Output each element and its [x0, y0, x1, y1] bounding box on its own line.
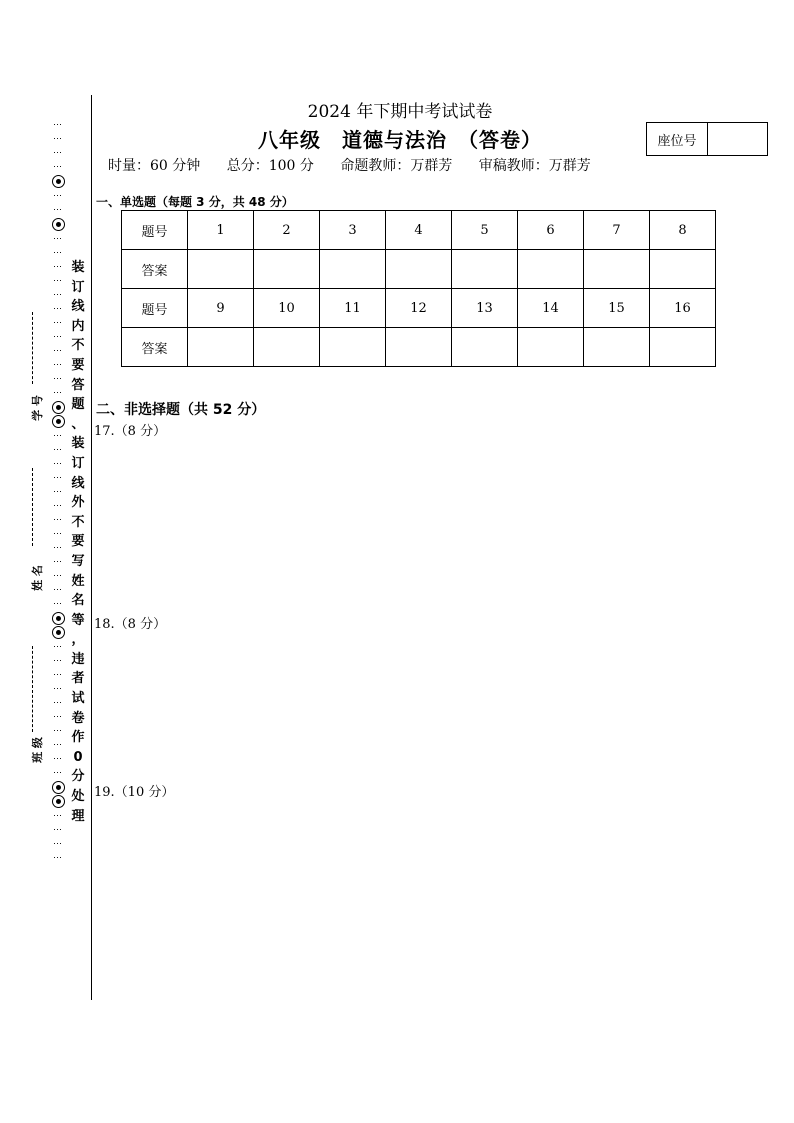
name-field[interactable] — [18, 468, 58, 598]
answer-cell[interactable] — [386, 328, 452, 367]
seat-number-input[interactable] — [708, 123, 767, 155]
exam-time: 时量：60 分钟 — [108, 158, 201, 174]
binding-warning-char: 订 — [71, 279, 85, 295]
question-number-cell: 6 — [518, 211, 584, 250]
binding-warning-char: 理 — [71, 808, 85, 824]
question-number-row — [122, 211, 716, 250]
question-17-label: 17.（8 分） — [94, 424, 167, 439]
binding-dots: ⋯ — [53, 191, 63, 201]
binding-dots: ⋯ — [53, 262, 63, 272]
name-line — [32, 468, 33, 546]
binding-warning-char: 内 — [71, 318, 85, 334]
binding-warning-char: 违 — [71, 651, 85, 667]
binding-warning-char: 外 — [71, 495, 85, 511]
binding-warning-char: 卷 — [71, 710, 85, 726]
class-label: 班 级 — [30, 737, 44, 763]
binding-warning-char: 处 — [71, 789, 85, 805]
question-number-cell: 9 — [188, 289, 254, 328]
student-no-line — [32, 312, 33, 384]
binding-dots: ⋯ — [53, 134, 63, 144]
binding-warning-char: 名 — [71, 593, 85, 609]
answer-cell[interactable] — [650, 250, 716, 289]
exam-info — [108, 155, 668, 175]
binding-warning-char: 0 — [73, 749, 83, 765]
binding-dots: ⋯ — [53, 388, 63, 398]
question-number-cell: 3 — [320, 211, 386, 250]
binding-dots: ⋯ — [53, 642, 63, 652]
binding-line — [91, 95, 92, 1000]
binding-warning-char: 者 — [71, 671, 85, 687]
binding-dots: ⋯ — [53, 585, 63, 595]
question-number-cell: 2 — [254, 211, 320, 250]
answer-cell[interactable] — [320, 250, 386, 289]
answer-label: 答案 — [122, 328, 188, 367]
binding-dots: ⋯ — [53, 684, 63, 694]
answer-cell[interactable] — [320, 328, 386, 367]
binding-dots: ⋯ — [53, 304, 63, 314]
answer-row — [122, 328, 716, 367]
question-number-label: 题号 — [122, 211, 188, 250]
binding-dots: ⋯ — [53, 599, 63, 609]
binding-dots: ⋯ — [53, 740, 63, 750]
binding-dots: ⋯ — [53, 501, 63, 511]
binding-dots: ⋯ — [53, 459, 63, 469]
binding-warning-char: 订 — [71, 455, 85, 471]
binding-warning-char: 不 — [71, 514, 85, 530]
question-number-cell: 4 — [386, 211, 452, 250]
answer-cell[interactable] — [254, 328, 320, 367]
binding-dots: ⋯ — [53, 712, 63, 722]
binding-dots: ⋯ — [53, 811, 63, 821]
binding-warning-char: 要 — [71, 534, 85, 550]
binding-warning-char: 装 — [71, 260, 85, 275]
binding-warning-char: 分 — [71, 769, 85, 785]
binding-dots: ⋯ — [53, 515, 63, 525]
section1-heading: 一、单选题（每题 3 分，共 48 分） — [96, 195, 294, 209]
question-number-cell: 10 — [254, 289, 320, 328]
question-18-label: 18.（8 分） — [94, 617, 167, 632]
question-number-label: 题号 — [122, 289, 188, 328]
binding-dots: ⋯ — [53, 768, 63, 778]
answer-cell[interactable] — [518, 250, 584, 289]
exam-author: 命题教师：万群芳 — [340, 158, 453, 174]
answer-cell[interactable] — [584, 250, 650, 289]
binding-dots: ⋯ — [53, 473, 63, 483]
binding-dots: ⋯ — [53, 162, 63, 172]
question-number-cell: 11 — [320, 289, 386, 328]
binding-dots: ⋯ — [53, 318, 63, 328]
binding-dots: ⋯ — [53, 754, 63, 764]
binding-warning-char: 装 — [71, 436, 85, 452]
answer-cell[interactable] — [452, 250, 518, 289]
binding-circle-mark — [52, 612, 65, 625]
binding-dots: ⋯ — [53, 543, 63, 553]
binding-dots: ⋯ — [53, 670, 63, 680]
binding-warning-char: 要 — [71, 357, 85, 373]
answer-cell[interactable] — [254, 250, 320, 289]
binding-dots: ⋯ — [53, 839, 63, 849]
binding-dots: ⋯ — [53, 248, 63, 258]
binding-circle-mark — [52, 795, 65, 808]
binding-warning-char: 等 — [71, 612, 85, 628]
answer-cell[interactable] — [188, 250, 254, 289]
question-number-cell: 15 — [584, 289, 650, 328]
seat-number-label: 座位号 — [647, 123, 708, 155]
binding-circle-mark — [52, 218, 65, 231]
binding-dots: ⋯ — [53, 148, 63, 158]
binding-dots: ⋯ — [53, 656, 63, 666]
binding-dots: ⋯ — [53, 290, 63, 300]
question-19-label: 19.（10 分） — [94, 785, 175, 800]
answer-cell[interactable] — [584, 328, 650, 367]
binding-dots: ⋯ — [53, 120, 63, 130]
question-number-cell: 7 — [584, 211, 650, 250]
binding-dots: ⋯ — [53, 205, 63, 215]
binding-warning-char: 答 — [71, 377, 85, 393]
question-number-cell: 12 — [386, 289, 452, 328]
binding-warning-char: 试 — [71, 691, 85, 707]
binding-circle-mark — [52, 175, 65, 188]
binding-dots: ⋯ — [53, 853, 63, 863]
binding-dots: ⋯ — [53, 431, 63, 441]
binding-warning-char: 线 — [71, 475, 85, 491]
binding-dots: ⋯ — [53, 346, 63, 356]
question-number-cell: 5 — [452, 211, 518, 250]
binding-dots: ⋯ — [53, 360, 63, 370]
question-number-cell: 1 — [188, 211, 254, 250]
binding-dots: ⋯ — [53, 445, 63, 455]
binding-warning-char: ， — [71, 632, 85, 648]
binding-dots: ⋯ — [53, 332, 63, 342]
exam-total-score: 总分：100 分 — [226, 158, 314, 174]
student-no-field[interactable] — [18, 312, 58, 422]
binding-dots: ⋯ — [53, 825, 63, 835]
question-number-cell: 16 — [650, 289, 716, 328]
question-number-cell: 8 — [650, 211, 716, 250]
answer-cell[interactable] — [452, 328, 518, 367]
binding-warning-char: 题 — [71, 397, 85, 413]
class-line — [32, 646, 33, 732]
answer-label: 答案 — [122, 250, 188, 289]
answer-cell[interactable] — [386, 250, 452, 289]
answer-row — [122, 250, 716, 289]
binding-dots: ⋯ — [53, 726, 63, 736]
question-number-row — [122, 289, 716, 328]
student-no-label: 学 号 — [30, 395, 44, 421]
answer-cell[interactable] — [188, 328, 254, 367]
binding-warning-char: 作 — [71, 730, 85, 746]
binding-warning-char: 不 — [71, 338, 85, 354]
question-number-cell: 13 — [452, 289, 518, 328]
binding-warning-char: 、 — [71, 416, 85, 432]
exam-year-line: 2024 年下期中考试试卷 — [307, 102, 493, 122]
binding-dots: ⋯ — [53, 374, 63, 384]
answer-table — [121, 210, 716, 367]
binding-circle-mark — [52, 781, 65, 794]
question-number-cell: 14 — [518, 289, 584, 328]
answer-cell[interactable] — [650, 328, 716, 367]
binding-warning — [70, 258, 86, 826]
exam-title: 八年级 道德与法治 （答卷） — [258, 128, 542, 152]
section2-heading: 二、非选择题（共 52 分） — [96, 402, 266, 418]
binding-circle-mark — [52, 626, 65, 639]
binding-warning-char: 线 — [71, 299, 85, 315]
exam-reviewer: 审稿教师：万群芳 — [478, 158, 591, 174]
seat-number-box — [646, 122, 768, 156]
binding-dots: ⋯ — [53, 276, 63, 286]
binding-warning-char: 姓 — [71, 573, 85, 589]
binding-dots: ⋯ — [53, 698, 63, 708]
class-field[interactable] — [18, 646, 58, 776]
binding-dots: ⋯ — [53, 487, 63, 497]
name-label: 姓 名 — [30, 565, 44, 591]
answer-cell[interactable] — [518, 328, 584, 367]
binding-warning-char: 写 — [71, 553, 85, 569]
binding-dots: ⋯ — [53, 234, 63, 244]
binding-dots: ⋯ — [53, 571, 63, 581]
binding-dots: ⋯ — [53, 557, 63, 567]
binding-dots: ⋯ — [53, 529, 63, 539]
